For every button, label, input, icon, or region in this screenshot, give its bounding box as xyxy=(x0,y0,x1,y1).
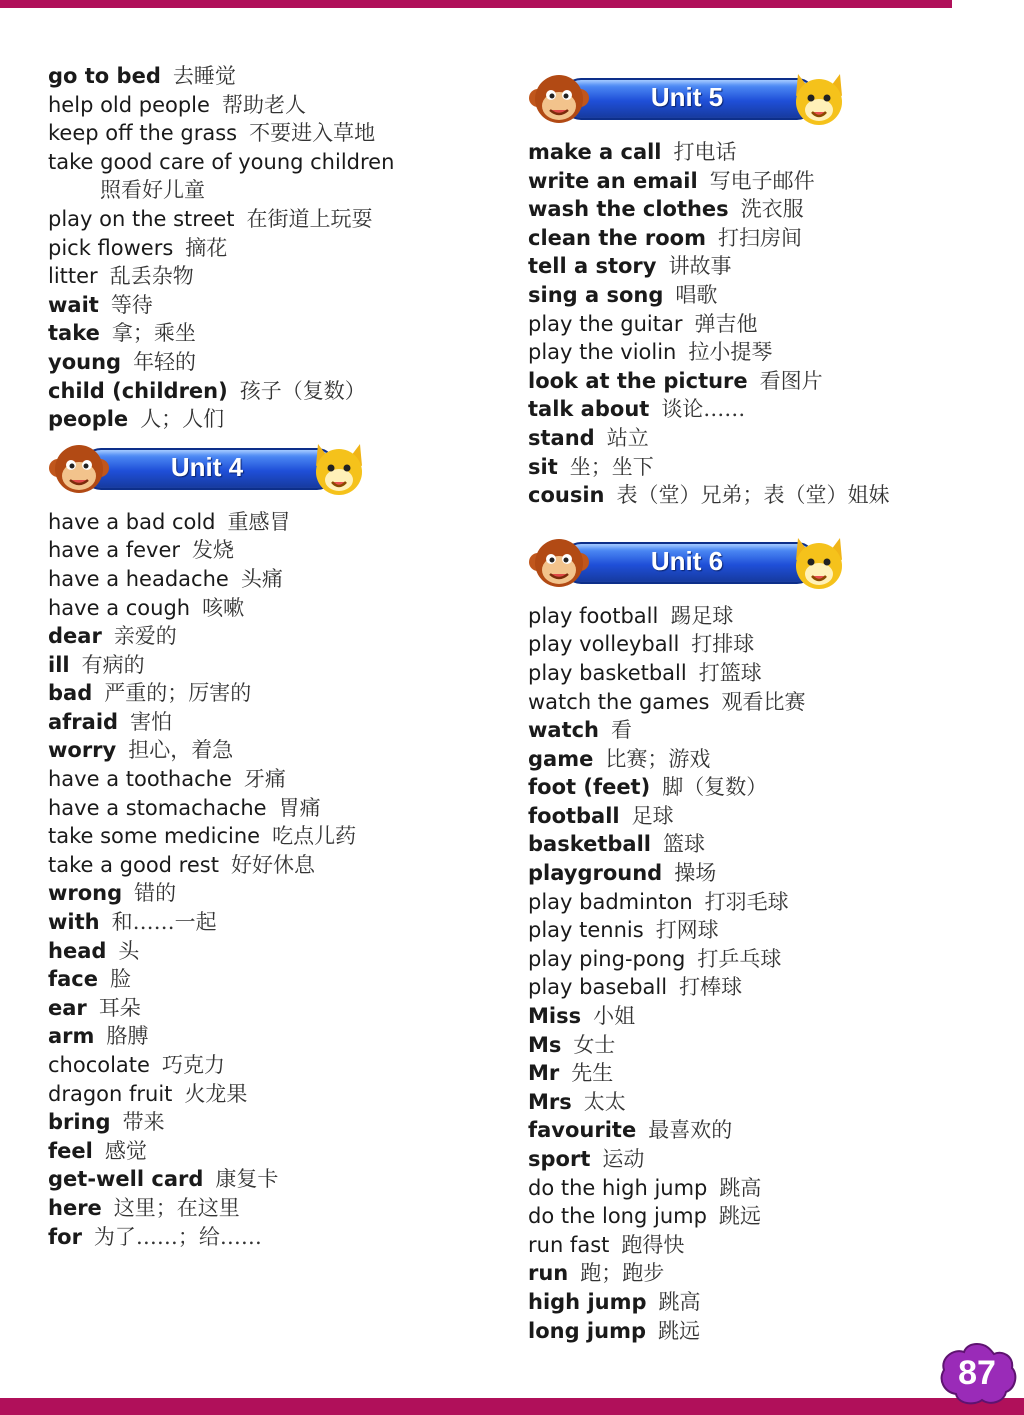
english-term: sit xyxy=(528,454,558,479)
chinese-translation: 拉小提琴 xyxy=(688,340,773,365)
chinese-translation: 打乒乓球 xyxy=(697,946,782,971)
chinese-translation: 太太 xyxy=(583,1089,626,1114)
english-term: Mrs xyxy=(528,1089,572,1114)
english-term: play ping-pong xyxy=(528,946,686,971)
vocab-entry xyxy=(48,965,488,994)
chinese-translation: 牙痛 xyxy=(243,767,286,792)
english-term: talk about xyxy=(528,397,650,422)
english-term: pick flowers xyxy=(48,235,174,260)
english-term: ear xyxy=(48,995,87,1020)
vocab-entry xyxy=(48,937,488,966)
chinese-translation: 打电话 xyxy=(673,140,737,164)
chinese-translation: 亲爱的 xyxy=(113,624,177,649)
chinese-translation: 帮助老人 xyxy=(221,92,306,117)
english-term: high jump xyxy=(528,1289,647,1314)
unit-4-title: Unit 4 xyxy=(170,451,244,482)
chinese-translation: 为了……；给…… xyxy=(93,1224,262,1249)
english-term: head xyxy=(48,938,107,963)
unit-5-vocab-list xyxy=(528,138,998,510)
english-term: chocolate xyxy=(48,1053,150,1077)
chinese-translation: 带来 xyxy=(122,1110,165,1135)
page-number-badge xyxy=(936,1340,1018,1406)
vocab-entry xyxy=(528,224,998,253)
chinese-translation: 照看好儿童 xyxy=(100,178,205,203)
vocab-entry xyxy=(48,565,488,594)
english-term: worry xyxy=(48,738,117,763)
english-term: make a call xyxy=(528,140,662,164)
vocab-entry xyxy=(528,659,998,688)
vocab-entry xyxy=(528,453,998,482)
chinese-translation: 耳朵 xyxy=(98,995,141,1020)
vocab-entry xyxy=(528,195,998,224)
vocab-entry xyxy=(528,773,998,802)
chinese-translation: 女士 xyxy=(573,1032,616,1057)
english-term: do the long jump xyxy=(528,1204,707,1229)
vocab-entry xyxy=(528,1259,998,1288)
vocab-entry xyxy=(48,708,488,737)
top-border xyxy=(0,0,952,8)
chinese-translation: 打网球 xyxy=(655,918,719,943)
english-term: dear xyxy=(48,624,102,649)
vocab-entry xyxy=(528,1202,998,1231)
chinese-translation: 踢足球 xyxy=(670,603,734,628)
english-term: look at the picture xyxy=(528,368,748,393)
english-term: play baseball xyxy=(528,975,668,1000)
english-term: afraid xyxy=(48,709,119,734)
chinese-translation: 和……一起 xyxy=(111,910,217,935)
english-term: watch the games xyxy=(528,689,710,714)
english-term: do the high jump xyxy=(528,1175,708,1200)
vocab-entry xyxy=(528,688,998,717)
vocab-entry xyxy=(48,377,488,406)
chinese-translation: 等待 xyxy=(110,292,153,317)
chinese-translation: 人；人们 xyxy=(140,407,225,432)
vocab-entry xyxy=(48,994,488,1023)
vocab-entry xyxy=(528,1231,998,1260)
english-term: go to bed xyxy=(48,64,161,88)
english-term: take xyxy=(48,321,100,346)
chinese-translation: 弹吉他 xyxy=(694,311,758,336)
chinese-translation: 跳高 xyxy=(719,1175,762,1200)
chinese-translation: 好好休息 xyxy=(230,852,315,877)
english-term: litter xyxy=(48,264,98,289)
chinese-translation: 写电子邮件 xyxy=(709,168,815,193)
chinese-translation: 脚（复数） xyxy=(662,775,768,800)
english-term: sport xyxy=(528,1147,591,1171)
chinese-translation: 胳膊 xyxy=(106,1024,149,1049)
chinese-translation: 看图片 xyxy=(759,368,823,393)
english-term: here xyxy=(48,1195,102,1220)
vocab-entry xyxy=(528,367,998,396)
english-term: have a cough xyxy=(48,595,191,620)
vocab-entry xyxy=(48,119,488,148)
chinese-translation: 康复卡 xyxy=(215,1167,279,1192)
english-term: basketball xyxy=(528,832,651,857)
vocab-entry xyxy=(528,481,998,510)
vocab-entry xyxy=(48,405,488,434)
english-term: have a fever xyxy=(48,538,181,563)
chinese-translation: 巧克力 xyxy=(161,1053,225,1077)
chinese-translation: 跳远 xyxy=(657,1318,700,1343)
chinese-translation: 重感冒 xyxy=(227,509,291,534)
chinese-translation: 打扫房间 xyxy=(717,225,802,250)
vocab-entry xyxy=(528,745,998,774)
english-term: tell a story xyxy=(528,254,657,279)
english-term: bad xyxy=(48,681,93,706)
unit-6-vocab-list xyxy=(528,602,998,1345)
chinese-translation: 错的 xyxy=(134,881,177,906)
english-term: Miss xyxy=(528,1004,582,1029)
chinese-translation: 站立 xyxy=(606,425,649,450)
chinese-translation: 发烧 xyxy=(192,538,235,563)
vocab-entry xyxy=(528,802,998,831)
vocab-entry xyxy=(48,908,488,937)
chinese-translation: 操场 xyxy=(674,861,717,886)
chinese-translation: 跳高 xyxy=(658,1289,701,1314)
chinese-translation: 打棒球 xyxy=(679,975,743,1000)
chinese-translation: 担心，着急 xyxy=(128,738,234,763)
english-term: face xyxy=(48,967,98,992)
english-term: play football xyxy=(528,603,659,628)
unit-5-title: Unit 5 xyxy=(650,82,724,112)
vocab-entry xyxy=(48,1137,488,1166)
monkey-mascot-icon xyxy=(48,438,110,500)
unit-4-vocab-list xyxy=(48,508,488,1251)
chinese-translation: 足球 xyxy=(631,803,674,828)
bottom-border xyxy=(0,1398,1024,1415)
english-term: have a stomachache xyxy=(48,795,267,820)
unit-4-banner xyxy=(48,438,368,500)
chinese-translation: 吃点儿药 xyxy=(272,824,357,849)
english-term: write an email xyxy=(528,168,698,193)
vocab-entry xyxy=(528,945,998,974)
english-term: keep off the grass xyxy=(48,121,238,146)
monkey-mascot-icon xyxy=(528,532,590,594)
chinese-translation: 害怕 xyxy=(130,709,173,734)
english-term: sing a song xyxy=(528,282,664,307)
english-term: people xyxy=(48,407,129,432)
vocab-entry xyxy=(528,859,998,888)
vocab-entry xyxy=(48,176,488,205)
english-term: run fast xyxy=(528,1232,610,1257)
vocab-entry xyxy=(48,679,488,708)
english-term: football xyxy=(528,803,620,828)
vocab-entry xyxy=(48,62,488,91)
vocab-entry xyxy=(528,1002,998,1031)
english-term: with xyxy=(48,910,100,935)
english-term: play tennis xyxy=(528,918,644,943)
vocab-entry xyxy=(48,91,488,120)
vocab-entry xyxy=(48,508,488,537)
english-term: Mr xyxy=(528,1061,560,1086)
cat-mascot-icon xyxy=(790,532,848,594)
chinese-translation: 跑；跑步 xyxy=(580,1261,665,1286)
vocab-entry xyxy=(528,167,998,196)
right-column xyxy=(528,64,998,1345)
vocab-entry xyxy=(528,1317,998,1346)
vocab-entry xyxy=(48,851,488,880)
vocab-entry xyxy=(48,736,488,765)
english-term: cousin xyxy=(528,483,605,508)
english-term: watch xyxy=(528,718,600,743)
vocab-entry xyxy=(528,1031,998,1060)
vocab-entry xyxy=(528,281,998,310)
english-term: take a good rest xyxy=(48,852,219,877)
english-term: arm xyxy=(48,1024,95,1049)
vocab-entry xyxy=(528,1059,998,1088)
chinese-translation: 严重的；厉害的 xyxy=(104,681,252,706)
chinese-translation: 打排球 xyxy=(691,632,755,657)
chinese-translation: 洗衣服 xyxy=(740,197,804,222)
vocab-list-intro xyxy=(48,62,488,434)
vocab-entry xyxy=(48,291,488,320)
chinese-translation: 坐；坐下 xyxy=(569,454,654,479)
chinese-translation: 这里；在这里 xyxy=(113,1195,240,1220)
english-term: take some medicine xyxy=(48,824,261,849)
chinese-translation: 跑得快 xyxy=(621,1232,685,1257)
english-term: long jump xyxy=(528,1318,646,1343)
chinese-translation: 打篮球 xyxy=(698,660,762,685)
vocab-entry xyxy=(48,1051,488,1080)
english-term: foot (feet) xyxy=(528,775,651,800)
cat-mascot-icon xyxy=(310,438,368,500)
chinese-translation: 篮球 xyxy=(663,832,705,857)
vocab-entry xyxy=(48,234,488,263)
chinese-translation: 拿；乘坐 xyxy=(111,321,196,346)
english-term: playground xyxy=(528,861,663,886)
vocab-entry xyxy=(48,536,488,565)
chinese-translation: 脸 xyxy=(110,967,131,992)
unit-6-title: Unit 6 xyxy=(650,545,724,576)
vocab-entry xyxy=(48,879,488,908)
english-term: game xyxy=(528,746,594,771)
vocab-entry xyxy=(528,630,998,659)
vocab-entry xyxy=(48,205,488,234)
chinese-translation: 观看比赛 xyxy=(721,689,806,714)
chinese-translation: 摘花 xyxy=(185,235,228,260)
english-term: play the guitar xyxy=(528,311,683,336)
chinese-translation: 有病的 xyxy=(81,652,145,677)
vocab-entry xyxy=(48,1080,488,1109)
english-term: play volleyball xyxy=(528,632,680,657)
vocab-entry xyxy=(528,138,998,167)
english-term: ill xyxy=(48,652,70,677)
vocab-entry xyxy=(528,1145,998,1174)
chinese-translation: 小姐 xyxy=(593,1004,636,1029)
vocab-entry xyxy=(48,319,488,348)
chinese-translation: 乱丢杂物 xyxy=(109,264,194,289)
english-term: have a bad cold xyxy=(48,509,216,534)
chinese-translation: 在街道上玩耍 xyxy=(246,206,373,231)
unit-6-banner xyxy=(528,532,848,594)
english-term: clean the room xyxy=(528,225,706,250)
chinese-translation: 头痛 xyxy=(240,566,283,591)
chinese-translation: 感觉 xyxy=(104,1138,147,1163)
vocab-entry xyxy=(48,348,488,377)
vocab-entry xyxy=(48,1194,488,1223)
monkey-mascot-icon xyxy=(528,68,590,130)
english-term: get-well card xyxy=(48,1167,204,1192)
vocab-entry xyxy=(48,1022,488,1051)
vocab-entry xyxy=(48,765,488,794)
chinese-translation: 孩子（复数） xyxy=(239,378,366,403)
vocab-entry xyxy=(48,148,488,177)
english-term: for xyxy=(48,1224,82,1249)
vocab-entry xyxy=(528,1088,998,1117)
english-term: take good care of young children xyxy=(48,149,395,174)
chinese-translation: 先生 xyxy=(571,1061,614,1086)
english-term: child (children) xyxy=(48,378,228,403)
english-term: dragon fruit xyxy=(48,1081,173,1106)
english-term: wrong xyxy=(48,881,123,906)
vocab-entry xyxy=(48,794,488,823)
english-term: play on the street xyxy=(48,206,235,231)
unit-5-banner xyxy=(528,68,848,130)
chinese-translation: 讲故事 xyxy=(668,254,732,279)
english-term: play basketball xyxy=(528,660,687,685)
vocab-entry xyxy=(528,310,998,339)
vocab-entry xyxy=(48,594,488,623)
vocab-entry xyxy=(528,252,998,281)
vocab-entry xyxy=(528,973,998,1002)
english-term: stand xyxy=(528,425,595,450)
chinese-translation: 打羽毛球 xyxy=(704,889,789,914)
vocab-entry xyxy=(528,338,998,367)
english-term: have a toothache xyxy=(48,767,232,792)
vocab-entry xyxy=(528,1288,998,1317)
vocab-entry xyxy=(48,651,488,680)
chinese-translation: 胃痛 xyxy=(278,795,321,820)
english-term: wash the clothes xyxy=(528,197,729,222)
vocab-entry xyxy=(48,1108,488,1137)
page-number: 87 xyxy=(958,1354,996,1392)
chinese-translation: 咳嗽 xyxy=(202,595,245,620)
vocab-entry xyxy=(528,602,998,631)
cat-mascot-icon xyxy=(790,68,848,130)
english-term: favourite xyxy=(528,1118,637,1143)
chinese-translation: 唱歌 xyxy=(675,282,718,307)
english-term: Ms xyxy=(528,1032,562,1057)
vocab-entry xyxy=(528,1174,998,1203)
vocab-entry xyxy=(528,830,998,859)
english-term: play the violin xyxy=(528,340,677,365)
vocab-entry xyxy=(48,1223,488,1252)
vocab-entry xyxy=(528,395,998,424)
vocab-entry xyxy=(528,424,998,453)
chinese-translation: 比赛；游戏 xyxy=(605,746,711,771)
vocab-entry xyxy=(528,716,998,745)
vocab-entry xyxy=(48,1165,488,1194)
chinese-translation: 头 xyxy=(118,938,140,963)
chinese-translation: 跳远 xyxy=(718,1204,761,1229)
english-term: bring xyxy=(48,1110,111,1135)
left-column xyxy=(48,62,488,1251)
chinese-translation: 年轻的 xyxy=(133,349,197,374)
english-term: feel xyxy=(48,1138,93,1163)
chinese-translation: 最喜欢的 xyxy=(648,1118,733,1143)
chinese-translation: 火龙果 xyxy=(184,1081,248,1106)
chinese-translation: 谈论…… xyxy=(661,397,746,422)
vocab-entry xyxy=(528,888,998,917)
chinese-translation: 不要进入草地 xyxy=(249,121,376,146)
english-term: play badminton xyxy=(528,889,693,914)
chinese-translation: 运动 xyxy=(602,1147,645,1171)
chinese-translation: 去睡觉 xyxy=(172,64,236,88)
chinese-translation: 表（堂）兄弟；表（堂）姐妹 xyxy=(616,483,890,508)
vocab-entry xyxy=(528,1116,998,1145)
english-term: run xyxy=(528,1261,569,1286)
vocab-entry xyxy=(48,622,488,651)
chinese-translation: 看 xyxy=(611,718,633,743)
english-term: young xyxy=(48,349,122,374)
vocab-entry xyxy=(48,822,488,851)
english-term: have a headache xyxy=(48,566,229,591)
english-term: wait xyxy=(48,292,99,317)
vocab-entry xyxy=(48,262,488,291)
vocab-entry xyxy=(528,916,998,945)
english-term: help old people xyxy=(48,92,210,117)
